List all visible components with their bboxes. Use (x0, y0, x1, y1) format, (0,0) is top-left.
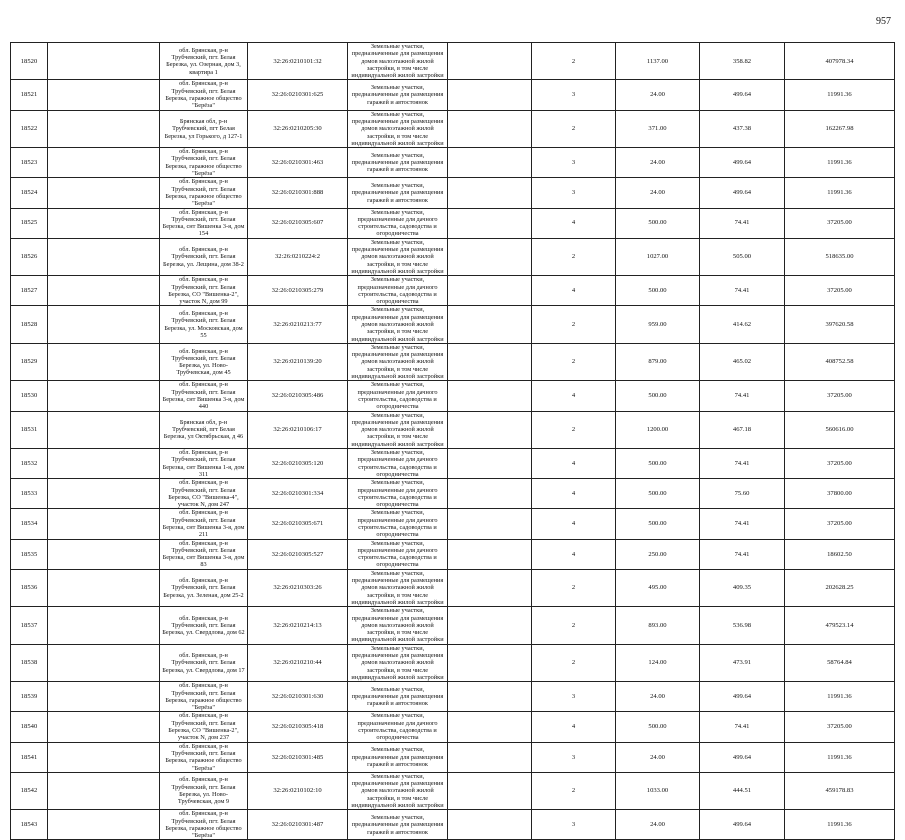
address-cell: обл. Брянская, р-н Трубчевский, пгт. Белая Березка, снт Вишенка 3-я, дом 154 (160, 208, 248, 238)
table-row (11, 343, 895, 380)
cadastral-value-cell: 11991.36 (785, 80, 895, 110)
cadastral-value-cell: 202628.25 (785, 569, 895, 606)
empty-cell (448, 712, 532, 742)
land-use-purpose-cell: Земельные участки, предназначенные для дачного строительства, садоводства и огородничества (348, 479, 448, 509)
group-cell: 4 (532, 449, 616, 479)
table-row (11, 644, 895, 681)
group-cell: 3 (532, 682, 616, 712)
empty-cell (448, 682, 532, 712)
specific-value-cell: 74.41 (700, 208, 785, 238)
group-cell: 2 (532, 238, 616, 275)
area-cell: 893.00 (616, 607, 700, 644)
group-cell: 2 (532, 772, 616, 809)
specific-value-cell: 74.41 (700, 539, 785, 569)
group-cell: 2 (532, 607, 616, 644)
cadastral-value-cell: 479523.14 (785, 607, 895, 644)
specific-value-cell: 74.41 (700, 276, 785, 306)
land-use-purpose-cell: Земельные участки, предназначенные для размещения гаражей и автостоянок (348, 80, 448, 110)
table-row (11, 810, 895, 840)
cadastral-value-cell: 397620.58 (785, 306, 895, 343)
cadastral-number-cell: 32:26:0210305:607 (248, 208, 348, 238)
cadastral-value-cell: 162267.98 (785, 110, 895, 147)
address-cell: Брянская обл, р-н Трубчевский, пгт Белая Березка, ул Октябрьская, д 46 (160, 411, 248, 448)
group-cell: 2 (532, 644, 616, 681)
cadastral-value-cell: 407978.34 (785, 43, 895, 80)
group-cell: 4 (532, 509, 616, 539)
land-use-purpose-cell: Земельные участки, предназначенные для размещения гаражей и автостоянок (348, 682, 448, 712)
cadastral-number-cell: 32:26:0210205:30 (248, 110, 348, 147)
table-row (11, 43, 895, 80)
cadastral-value-cell: 18602.50 (785, 539, 895, 569)
empty-cell (48, 110, 160, 147)
table-row (11, 682, 895, 712)
specific-value-cell: 74.41 (700, 509, 785, 539)
area-cell: 1033.00 (616, 772, 700, 809)
address-cell: обл. Брянская, р-н Трубчевский, пгт. Белая Березка, СО "Вишенка-4", участок N, дом 247 (160, 479, 248, 509)
cadastral-value-cell: 37800.00 (785, 479, 895, 509)
address-cell: обл. Брянская, р-н Трубчевский, пгт. Белая Березка, ул. Озерная, дом 3, квартира 1 (160, 43, 248, 80)
area-cell: 500.00 (616, 449, 700, 479)
table-row (11, 80, 895, 110)
cadastral-value-cell: 37205.00 (785, 712, 895, 742)
land-use-purpose-cell: Земельные участки, предназначенные для дачного строительства, садоводства и огородничества (348, 381, 448, 411)
land-use-purpose-cell: Земельные участки, предназначенные для размещения гаражей и автостоянок (348, 178, 448, 208)
group-cell: 3 (532, 80, 616, 110)
address-cell: обл. Брянская, р-н Трубчевский, пгт. Белая Березка, ул. Московская, дом 55 (160, 306, 248, 343)
specific-value-cell: 437.38 (700, 110, 785, 147)
cadastral-value-cell: 560616.00 (785, 411, 895, 448)
land-use-purpose-cell: Земельные участки, предназначенные для размещения домов малоэтажной жилой застройки, в том числе индивидуальной жилой застройки (348, 644, 448, 681)
address-cell: обл. Брянская, р-н Трубчевский, пгт. Белая Березка, СО "Вишенка-2", участок N, дом 237 (160, 712, 248, 742)
row-number: 18528 (11, 306, 48, 343)
empty-cell (448, 539, 532, 569)
empty-cell (448, 208, 532, 238)
cadastral-number-cell: 32:26:0210214:13 (248, 607, 348, 644)
address-cell: обл. Брянская, р-н Трубчевский, пгт. Белая Березка, снт Вишенка 3-я, дом 211 (160, 509, 248, 539)
empty-cell (448, 238, 532, 275)
empty-cell (48, 479, 160, 509)
empty-cell (448, 178, 532, 208)
cadastral-value-cell: 11991.36 (785, 810, 895, 840)
empty-cell (448, 276, 532, 306)
land-use-purpose-cell: Земельные участки, предназначенные для дачного строительства, садоводства и огородничества (348, 276, 448, 306)
empty-cell (448, 644, 532, 681)
cadastral-value-cell: 408752.58 (785, 343, 895, 380)
land-use-purpose-cell: Земельные участки, предназначенные для размещения домов малоэтажной жилой застройки, в том числе индивидуальной жилой застройки (348, 772, 448, 809)
cadastral-value-cell: 37205.00 (785, 276, 895, 306)
empty-cell (48, 509, 160, 539)
empty-cell (448, 742, 532, 772)
empty-cell (48, 276, 160, 306)
land-use-purpose-cell: Земельные участки, предназначенные для дачного строительства, садоводства и огородничества (348, 712, 448, 742)
empty-cell (48, 381, 160, 411)
area-cell: 24.00 (616, 178, 700, 208)
cadastral-number-cell: 32:26:0210301:463 (248, 148, 348, 178)
address-cell: обл. Брянская, р-н Трубчевский, пгт. Белая Березка, гаражное общество "Берёза" (160, 682, 248, 712)
row-number: 18533 (11, 479, 48, 509)
empty-cell (48, 43, 160, 80)
area-cell: 1137.00 (616, 43, 700, 80)
group-cell: 4 (532, 276, 616, 306)
area-cell: 500.00 (616, 712, 700, 742)
group-cell: 2 (532, 43, 616, 80)
empty-cell (448, 772, 532, 809)
group-cell: 3 (532, 148, 616, 178)
area-cell: 500.00 (616, 208, 700, 238)
cadastral-number-cell: 32:26:0210102:10 (248, 772, 348, 809)
empty-cell (448, 411, 532, 448)
specific-value-cell: 75.60 (700, 479, 785, 509)
specific-value-cell: 409.35 (700, 569, 785, 606)
table-row (11, 772, 895, 809)
area-cell: 124.00 (616, 644, 700, 681)
group-cell: 2 (532, 411, 616, 448)
group-cell: 3 (532, 810, 616, 840)
empty-cell (48, 810, 160, 840)
specific-value-cell: 444.51 (700, 772, 785, 809)
empty-cell (448, 148, 532, 178)
address-cell: обл. Брянская, р-н Трубчевский, пгт. Белая Березка, ул. Ново-Трубчевская, дом 9 (160, 772, 248, 809)
land-use-purpose-cell: Земельные участки, предназначенные для размещения домов малоэтажной жилой застройки, в том числе индивидуальной жилой застройки (348, 607, 448, 644)
address-cell: обл. Брянская, р-н Трубчевский, пгт. Белая Березка, гаражное общество "Берёза" (160, 742, 248, 772)
land-use-purpose-cell: Земельные участки, предназначенные для размещения гаражей и автостоянок (348, 742, 448, 772)
group-cell: 2 (532, 110, 616, 147)
address-cell: обл. Брянская, р-н Трубчевский, пгт. Белая Березка, СО "Вишенка-2", участок N, дом 99 (160, 276, 248, 306)
cadastral-number-cell: 32:26:0210303:26 (248, 569, 348, 606)
empty-cell (48, 178, 160, 208)
cadastral-number-cell: 32:26:0210210:44 (248, 644, 348, 681)
cadastral-value-cell: 37205.00 (785, 381, 895, 411)
land-use-purpose-cell: Земельные участки, предназначенные для размещения домов малоэтажной жилой застройки, в том числе индивидуальной жилой застройки (348, 238, 448, 275)
empty-cell (448, 43, 532, 80)
empty-cell (448, 381, 532, 411)
specific-value-cell: 414.62 (700, 306, 785, 343)
empty-cell (448, 810, 532, 840)
address-cell: обл. Брянская, р-н Трубчевский, пгт. Белая Березка, ул. Свердлова, дом 17 (160, 644, 248, 681)
cadastral-number-cell: 32:26:0210305:527 (248, 539, 348, 569)
area-cell: 500.00 (616, 479, 700, 509)
empty-cell (48, 343, 160, 380)
row-number: 18525 (11, 208, 48, 238)
row-number: 18530 (11, 381, 48, 411)
row-number: 18521 (11, 80, 48, 110)
land-use-purpose-cell: Земельные участки, предназначенные для размещения домов малоэтажной жилой застройки, в том числе индивидуальной жилой застройки (348, 343, 448, 380)
address-cell: обл. Брянская, р-н Трубчевский, пгт. Белая Березка, гаражное общество "Берёза" (160, 810, 248, 840)
land-use-purpose-cell: Земельные участки, предназначенные для дачного строительства, садоводства и огородничества (348, 509, 448, 539)
area-cell: 24.00 (616, 682, 700, 712)
row-number: 18527 (11, 276, 48, 306)
empty-cell (48, 449, 160, 479)
empty-cell (48, 569, 160, 606)
empty-cell (48, 539, 160, 569)
row-number: 18543 (11, 810, 48, 840)
area-cell: 500.00 (616, 276, 700, 306)
empty-cell (48, 772, 160, 809)
area-cell: 959.00 (616, 306, 700, 343)
table-row (11, 479, 895, 509)
empty-cell (448, 509, 532, 539)
row-number: 18522 (11, 110, 48, 147)
empty-cell (48, 148, 160, 178)
row-number: 18538 (11, 644, 48, 681)
group-cell: 2 (532, 569, 616, 606)
row-number: 18520 (11, 43, 48, 80)
table-row (11, 569, 895, 606)
cadastral-number-cell: 32:26:0210305:486 (248, 381, 348, 411)
area-cell: 500.00 (616, 381, 700, 411)
table-row (11, 411, 895, 448)
empty-cell (48, 712, 160, 742)
row-number: 18539 (11, 682, 48, 712)
row-number: 18534 (11, 509, 48, 539)
cadastral-number-cell: 32:26:0210301:888 (248, 178, 348, 208)
group-cell: 3 (532, 178, 616, 208)
area-cell: 1200.00 (616, 411, 700, 448)
cadastral-value-cell: 11991.36 (785, 148, 895, 178)
table-row (11, 381, 895, 411)
group-cell: 4 (532, 712, 616, 742)
area-cell: 495.00 (616, 569, 700, 606)
cadastral-number-cell: 32:26:0210305:120 (248, 449, 348, 479)
address-cell: обл. Брянская, р-н Трубчевский, пгт. Белая Березка, снт Вишенка 1-я, дом 311 (160, 449, 248, 479)
table-row (11, 449, 895, 479)
row-number: 18535 (11, 539, 48, 569)
specific-value-cell: 74.41 (700, 381, 785, 411)
empty-cell (48, 682, 160, 712)
specific-value-cell: 465.02 (700, 343, 785, 380)
empty-cell (448, 449, 532, 479)
land-use-purpose-cell: Земельные участки, предназначенные для размещения домов малоэтажной жилой застройки, в том числе индивидуальной жилой застройки (348, 306, 448, 343)
cadastral-number-cell: 32:26:0210301:487 (248, 810, 348, 840)
area-cell: 24.00 (616, 148, 700, 178)
empty-cell (48, 306, 160, 343)
empty-cell (448, 607, 532, 644)
row-number: 18532 (11, 449, 48, 479)
row-number: 18531 (11, 411, 48, 448)
address-cell: обл. Брянская, р-н Трубчевский, пгт. Белая Березка, гаражное общество "Берёза" (160, 148, 248, 178)
land-use-purpose-cell: Земельные участки, предназначенные для размещения гаражей и автостоянок (348, 810, 448, 840)
specific-value-cell: 499.64 (700, 682, 785, 712)
empty-cell (48, 607, 160, 644)
cadastral-value-cell: 11991.36 (785, 742, 895, 772)
table-body (11, 43, 895, 840)
address-cell: обл. Брянская, р-н Трубчевский, пгт. Белая Березка, ул. Ново-Трубчевская, дом 45 (160, 343, 248, 380)
table-row (11, 607, 895, 644)
cadastral-number-cell: 32:26:0210301:625 (248, 80, 348, 110)
group-cell: 4 (532, 381, 616, 411)
table-row (11, 712, 895, 742)
address-cell: обл. Брянская, р-н Трубчевский, пгт. Белая Березка, ул. Свердлова, дом 62 (160, 607, 248, 644)
cadastral-value-cell: 37205.00 (785, 208, 895, 238)
area-cell: 24.00 (616, 810, 700, 840)
area-cell: 250.00 (616, 539, 700, 569)
cadastral-number-cell: 32:26:0210305:671 (248, 509, 348, 539)
specific-value-cell: 536.98 (700, 607, 785, 644)
cadastral-number-cell: 32:26:0210213:77 (248, 306, 348, 343)
cadastral-value-cell: 11991.36 (785, 682, 895, 712)
group-cell: 4 (532, 208, 616, 238)
specific-value-cell: 499.64 (700, 178, 785, 208)
row-number: 18542 (11, 772, 48, 809)
page-number: 957 (876, 16, 891, 27)
group-cell: 3 (532, 742, 616, 772)
land-use-purpose-cell: Земельные участки, предназначенные для размещения домов малоэтажной жилой застройки, в том числе индивидуальной жилой застройки (348, 411, 448, 448)
cadastral-value-cell: 459178.83 (785, 772, 895, 809)
land-use-purpose-cell: Земельные участки, предназначенные для размещения гаражей и автостоянок (348, 148, 448, 178)
land-use-purpose-cell: Земельные участки, предназначенные для размещения домов малоэтажной жилой застройки, в том числе индивидуальной жилой застройки (348, 110, 448, 147)
land-use-purpose-cell: Земельные участки, предназначенные для дачного строительства, садоводства и огородничества (348, 449, 448, 479)
cadastral-number-cell: 32:26:0210301:485 (248, 742, 348, 772)
empty-cell (448, 479, 532, 509)
address-cell: обл. Брянская, р-н Трубчевский, пгт. Белая Березка, ул. Лещина, дом 38-2 (160, 238, 248, 275)
table-row (11, 110, 895, 147)
cadastral-value-cell: 518635.00 (785, 238, 895, 275)
address-cell: обл. Брянская, р-н Трубчевский, пгт. Белая Березка, снт Вишенка 3-я, дом 83 (160, 539, 248, 569)
empty-cell (448, 110, 532, 147)
specific-value-cell: 74.41 (700, 712, 785, 742)
address-cell: обл. Брянская, р-н Трубчевский, пгт. Белая Березка, гаражное общество "Берёза" (160, 178, 248, 208)
group-cell: 2 (532, 306, 616, 343)
empty-cell (448, 80, 532, 110)
table-row (11, 148, 895, 178)
empty-cell (448, 569, 532, 606)
group-cell: 4 (532, 479, 616, 509)
cadastral-value-cell: 58764.84 (785, 644, 895, 681)
area-cell: 24.00 (616, 80, 700, 110)
row-number: 18541 (11, 742, 48, 772)
row-number: 18540 (11, 712, 48, 742)
area-cell: 500.00 (616, 509, 700, 539)
row-number: 18536 (11, 569, 48, 606)
empty-cell (48, 80, 160, 110)
specific-value-cell: 467.18 (700, 411, 785, 448)
row-number: 18526 (11, 238, 48, 275)
empty-cell (48, 411, 160, 448)
empty-cell (48, 742, 160, 772)
land-use-purpose-cell: Земельные участки, предназначенные для размещения домов малоэтажной жилой застройки, в том числе индивидуальной жилой застройки (348, 569, 448, 606)
empty-cell (48, 208, 160, 238)
cadastral-number-cell: 32:26:0210224:2 (248, 238, 348, 275)
specific-value-cell: 473.91 (700, 644, 785, 681)
table-row (11, 238, 895, 275)
group-cell: 4 (532, 539, 616, 569)
table-row (11, 178, 895, 208)
empty-cell (48, 644, 160, 681)
area-cell: 1027.00 (616, 238, 700, 275)
address-cell: Брянская обл, р-н Трубчевский, пгт Белая Березка, ул Горького, д 127-1 (160, 110, 248, 147)
cadastral-number-cell: 32:26:0210305:279 (248, 276, 348, 306)
cadastral-number-cell: 32:26:0210301:630 (248, 682, 348, 712)
group-cell: 2 (532, 343, 616, 380)
cadastral-number-cell: 32:26:0210139:20 (248, 343, 348, 380)
empty-cell (448, 306, 532, 343)
land-use-purpose-cell: Земельные участки, предназначенные для дачного строительства, садоводства и огородничества (348, 539, 448, 569)
cadastral-number-cell: 32:26:0210305:418 (248, 712, 348, 742)
specific-value-cell: 499.64 (700, 810, 785, 840)
table-row (11, 742, 895, 772)
area-cell: 879.00 (616, 343, 700, 380)
table-row (11, 306, 895, 343)
row-number: 18524 (11, 178, 48, 208)
cadastral-number-cell: 32:26:0210106:17 (248, 411, 348, 448)
cadastral-number-cell: 32:26:0210301:334 (248, 479, 348, 509)
specific-value-cell: 505.00 (700, 238, 785, 275)
address-cell: обл. Брянская, р-н Трубчевский, пгт. Белая Березка, ул. Зеленая, дом 25-2 (160, 569, 248, 606)
cadastral-value-cell: 11991.36 (785, 178, 895, 208)
specific-value-cell: 499.64 (700, 148, 785, 178)
address-cell: обл. Брянская, р-н Трубчевский, пгт. Белая Березка, гаражное общество "Берёза" (160, 80, 248, 110)
empty-cell (448, 343, 532, 380)
row-number: 18537 (11, 607, 48, 644)
empty-cell (48, 238, 160, 275)
specific-value-cell: 358.82 (700, 43, 785, 80)
table-row (11, 509, 895, 539)
land-use-purpose-cell: Земельные участки, предназначенные для размещения домов малоэтажной жилой застройки, в том числе индивидуальной жилой застройки (348, 43, 448, 80)
table-row (11, 276, 895, 306)
cadastral-value-table (10, 42, 895, 840)
land-use-purpose-cell: Земельные участки, предназначенные для дачного строительства, садоводства и огородничества (348, 208, 448, 238)
row-number: 18523 (11, 148, 48, 178)
specific-value-cell: 74.41 (700, 449, 785, 479)
table-row (11, 539, 895, 569)
area-cell: 371.00 (616, 110, 700, 147)
cadastral-number-cell: 32:26:0210101:32 (248, 43, 348, 80)
area-cell: 24.00 (616, 742, 700, 772)
specific-value-cell: 499.64 (700, 80, 785, 110)
row-number: 18529 (11, 343, 48, 380)
table-row (11, 208, 895, 238)
specific-value-cell: 499.64 (700, 742, 785, 772)
cadastral-value-cell: 37205.00 (785, 449, 895, 479)
address-cell: обл. Брянская, р-н Трубчевский, пгт. Белая Березка, снт Вишенка 3-я, дом 440 (160, 381, 248, 411)
cadastral-value-cell: 37205.00 (785, 509, 895, 539)
